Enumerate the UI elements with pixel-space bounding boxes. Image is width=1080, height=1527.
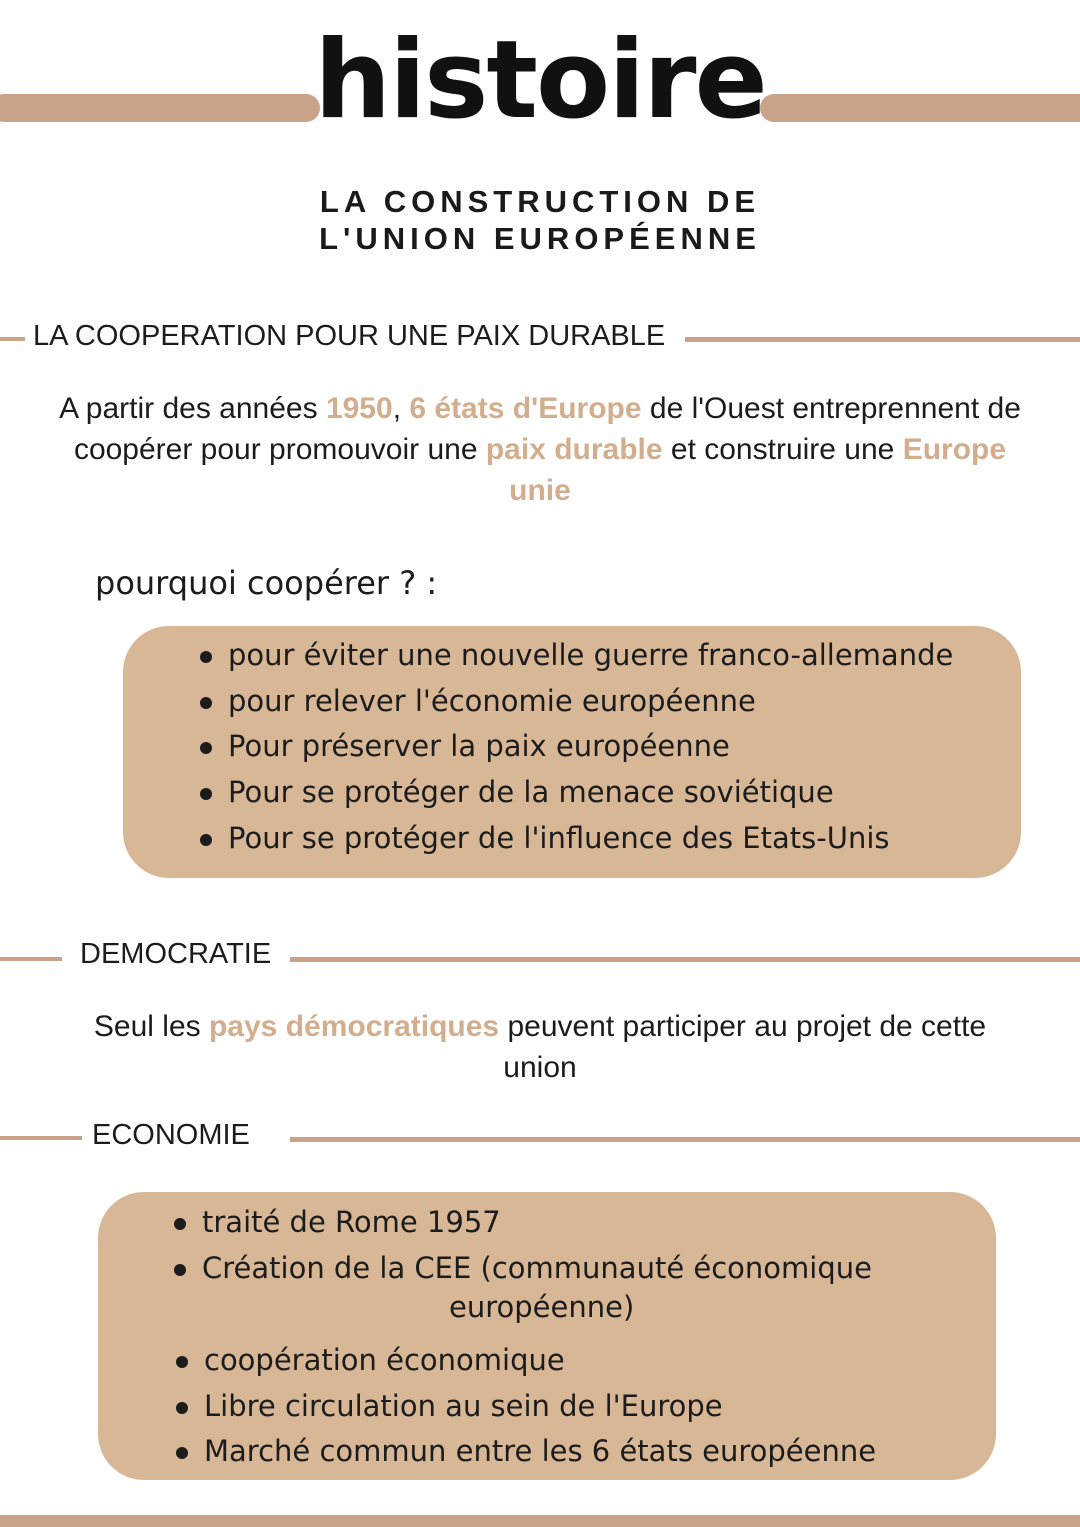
- reasons-list: [198, 633, 953, 861]
- democratie-paragraph: [90, 1006, 990, 1088]
- para2-text-2: peuvent participer au projet de cette union: [499, 1010, 987, 1084]
- subtitle-line-1: LA CONSTRUCTION DE: [319, 184, 761, 219]
- question-label: pourquoi coopérer ? :: [95, 564, 438, 602]
- list-item: Marché commun entre les 6 états européenne: [174, 1429, 876, 1475]
- para1-text-3: de l'Ouest entreprennent de coopérer pour promouvoir une: [73, 392, 1021, 466]
- para1-text-1: A partir des années: [59, 392, 326, 425]
- para2-text-1: Seul les: [93, 1010, 209, 1043]
- highlight-1950: 1950: [325, 392, 393, 425]
- economy-item-continuation: européenne): [449, 1290, 635, 1324]
- list-item: traité de Rome 1957: [172, 1200, 872, 1246]
- list-item: Création de la CEE (communauté économique: [172, 1246, 872, 1292]
- highlight-democratic-countries: pays démocratiques: [208, 1010, 500, 1043]
- subtitle-line-2: L'UNION EUROPÉENNE: [319, 221, 761, 256]
- footer-rule: [0, 1515, 1080, 1527]
- section3-right-rule: [290, 1137, 1080, 1142]
- highlight-lasting-peace: paix durable: [485, 433, 663, 466]
- para1-text-4: et construire une: [662, 433, 903, 466]
- list-item: Libre circulation au sein de l'Europe: [174, 1384, 876, 1430]
- section-heading-democratie: DEMOCRATIE: [80, 938, 272, 970]
- section1-right-rule: [685, 337, 1080, 342]
- list-item: Pour préserver la paix européenne: [198, 724, 953, 770]
- cooperation-paragraph: [40, 388, 1040, 511]
- para1-text-2: ,: [392, 392, 410, 425]
- list-item: Pour se protéger de l'influence des Etats-Unis: [198, 816, 953, 862]
- section2-left-rule: [0, 957, 62, 961]
- page-title: histoire: [314, 18, 766, 143]
- section3-left-rule: [0, 1136, 82, 1140]
- list-item: coopération économique: [174, 1338, 876, 1384]
- section1-left-rule: [0, 337, 25, 341]
- section2-right-rule: [290, 957, 1080, 962]
- list-item: Pour se protéger de la menace soviétique: [198, 770, 953, 816]
- highlight-6-states: 6 états d'Europe: [409, 392, 642, 425]
- economy-list-continued: [174, 1338, 876, 1475]
- list-item: pour relever l'économie européenne: [198, 679, 953, 725]
- highlight-united-europe: Europe unie: [509, 433, 1007, 507]
- section-heading-cooperation: LA COOPERATION POUR UNE PAIX DURABLE: [33, 320, 666, 352]
- section-heading-economie: ECONOMIE: [92, 1119, 250, 1151]
- list-item: pour éviter une nouvelle guerre franco-allemande: [198, 633, 953, 679]
- economy-list: [172, 1200, 872, 1291]
